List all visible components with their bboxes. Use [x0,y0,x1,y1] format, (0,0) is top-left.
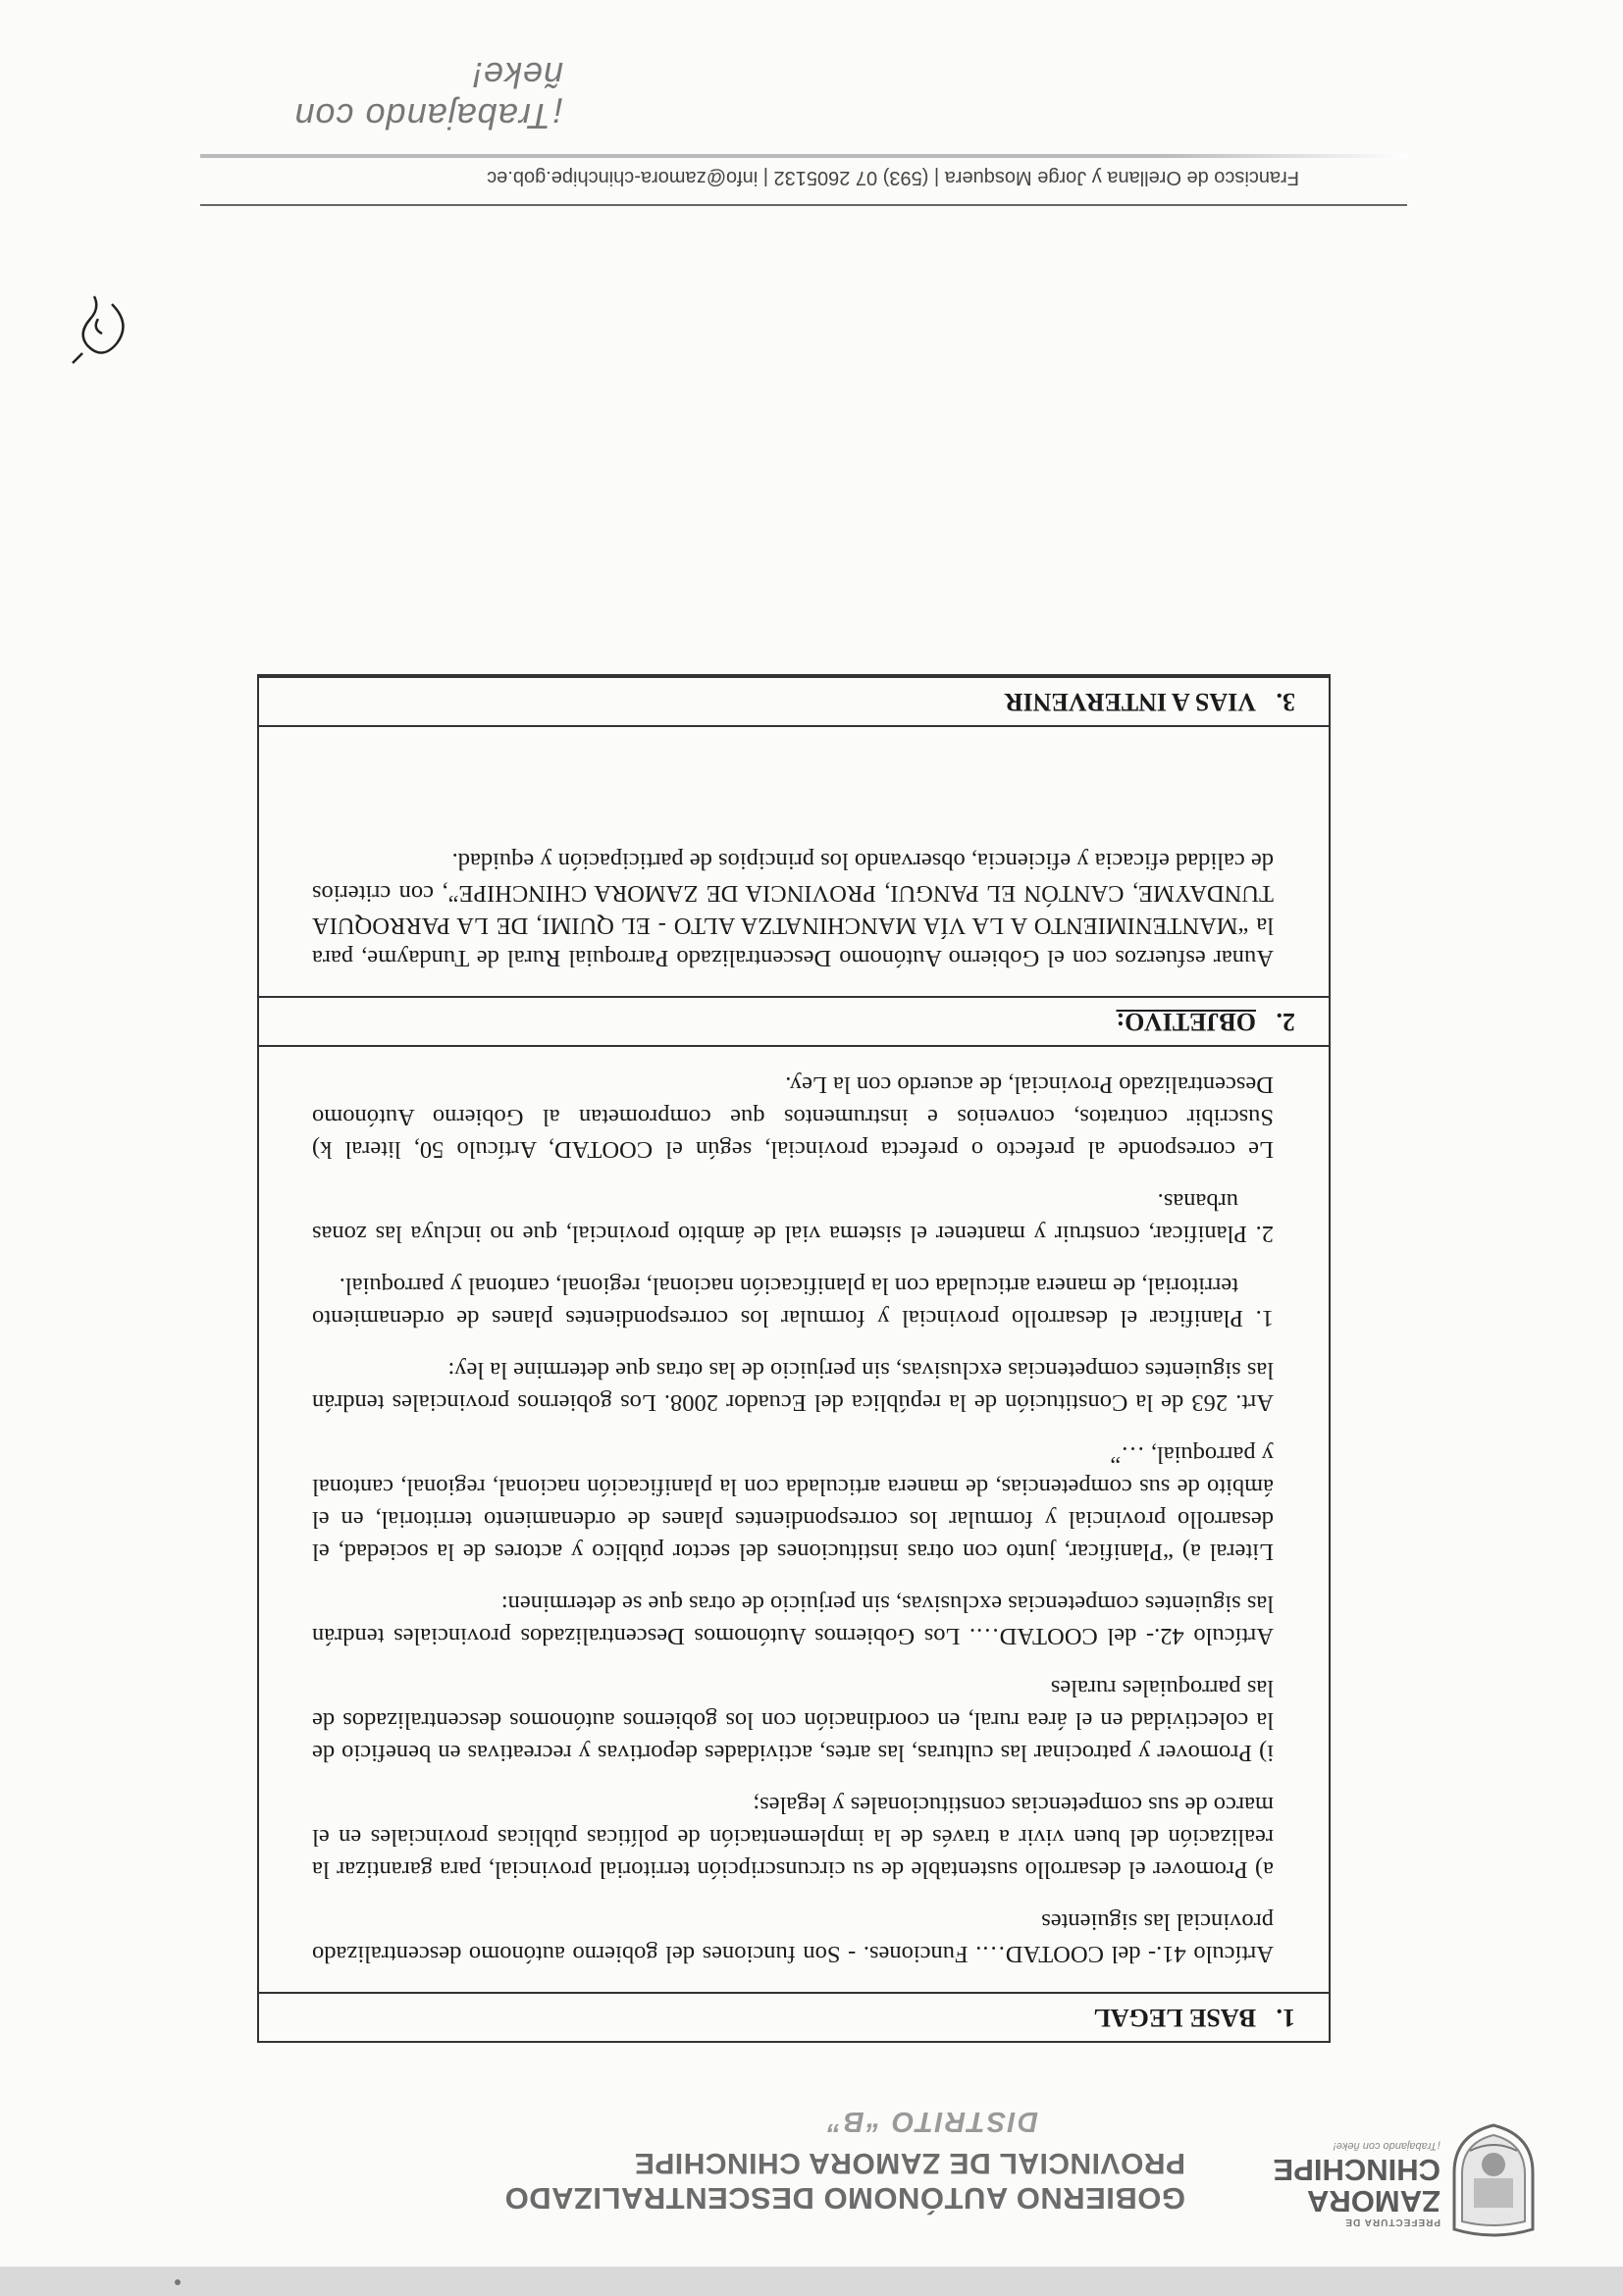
scan-top-bar [0,2267,1623,2296]
institution-title [361,2105,1185,2216]
section-number: 2. [1276,1008,1295,1036]
scan-dot [175,2279,181,2285]
content-table [257,674,1331,2043]
paragraph: Literal a) “Planificar, junto con otras instituciones del sector público y actores de la sociedad, el desarrollo provincial y formular los correspondientes planes de ordenamiento territorial, en el ámbito de sus competencias, de manera articulada con la planificación nacional, regional, cantonal y parroquial, …” [312,1441,1274,1565]
footer-contact: Francisco de Orellana y Jorge Mosquera | (593) 07 2605132 | info@zamora-chinchipe.gob.ec [487,167,1299,188]
section-number: 3. [1276,688,1295,716]
title-line2: PROVINCIAL DE ZAMORA CHINCHIPE [634,2147,1185,2179]
slogan-divider [200,154,1407,158]
letterhead [361,2106,1539,2237]
section-1-body [259,1045,1329,1992]
footer-divider [200,204,1407,206]
section-number: 1. [1276,2004,1295,2032]
signature-mark [53,285,141,373]
crest-icon [1448,2121,1539,2237]
paragraph: Art. 263 de la Constitución de la república del Ecuador 2008. Los gobiernos provinciales tendrán las siguientes competencias exclusivas, sin perjuicio de las otras que determine la ley: [312,1357,1274,1416]
section-label: BASE LEGAL [1093,2004,1256,2032]
brand-tagline: ¡Trabajando con ñeke! [1333,2140,1440,2152]
section-2-body [259,725,1329,996]
paragraph: Aunar esfuerzos con el Gobierno Autónomo Descentralizado Parroquial Rural de Tundayme, para la “MANTENIMIENTO A LA VÍA MANCHINATZA ALTO - EL QUIMI, DE LA PARROQUIA TUNDAYME, CANTÓN EL PANGUI, PROVINCIA DE ZAMORA CHINCHIPE”, con criterios de calidad eficacia y eficiencia, observando los principios de participación y equidad. [312,848,1274,971]
brand-line1: ZAMORA [1306,2184,1440,2218]
title-line3: DISTRITO “B” [825,2106,1038,2137]
section-3-header [259,676,1329,725]
brand-block [1273,2140,1440,2227]
paragraph: a) Promover el desarrollo sustentable de su circunscripción territorial provincial, para garantizar la realización del buen vivir a través de la implementación de políticas públicas provinciales en el marco de sus competencias constitucionales y legales; [312,1792,1274,1883]
section-1-header [259,1992,1329,2041]
footer [200,54,1407,206]
paragraph: Artículo 41.- del COOTAD…. Funciones. - Son funciones del gobierno autónomo descentralizado provincial las siguientes [312,1908,1274,1967]
paragraph: Le corresponde al prefecto o prefecta provincial, según el COOTAD, Artículo 50, literal k) Suscribir contratos, convenios e instrumentos que comprometan al Gobierno Autónomo Descentralizado Provincial, de acuerdo con la Ley. [312,1071,1274,1163]
footer-slogan: ¡Trabajando con ñeke! [293,55,563,136]
paragraph: i) Promover y patrocinar las culturas, las artes, actividades deportivas y recreativas en beneficio de la colectividad en el área rural, en coordinación con los gobiernos autónomos descentralizados de las parroquiales rurales [312,1675,1274,1766]
list-item: 2. Planificar, construir y mantener el sistema vial de ámbito provincial, que no incluya las zonas urbanas. [312,1188,1274,1247]
section-label: OBJETIVO: [1116,1008,1256,1036]
brand-line2: CHINCHIPE [1273,2153,1440,2187]
list-item: 1. Planificar el desarrollo provincial y formular los correspondientes planes de ordenamiento territorial, de manera articulada con la planificación nacional, regional, cantonal y parroquial. [312,1273,1274,1331]
brand-small: PREFECTURA DE [1344,2217,1440,2227]
title-line1: GOBIERNO AUTÓNOMO DESCENTRALIZADO [504,2181,1185,2216]
section-2-header [259,996,1329,1045]
section-label: VIAS A INTERVENIR [1004,688,1256,716]
paragraph: Artículo 42.- del COOTAD…. Los Gobiernos Autónomos Descentralizados provinciales tendrán las siguientes competencias exclusivas, sin perjuicio de otras que se determinen: [312,1591,1274,1649]
